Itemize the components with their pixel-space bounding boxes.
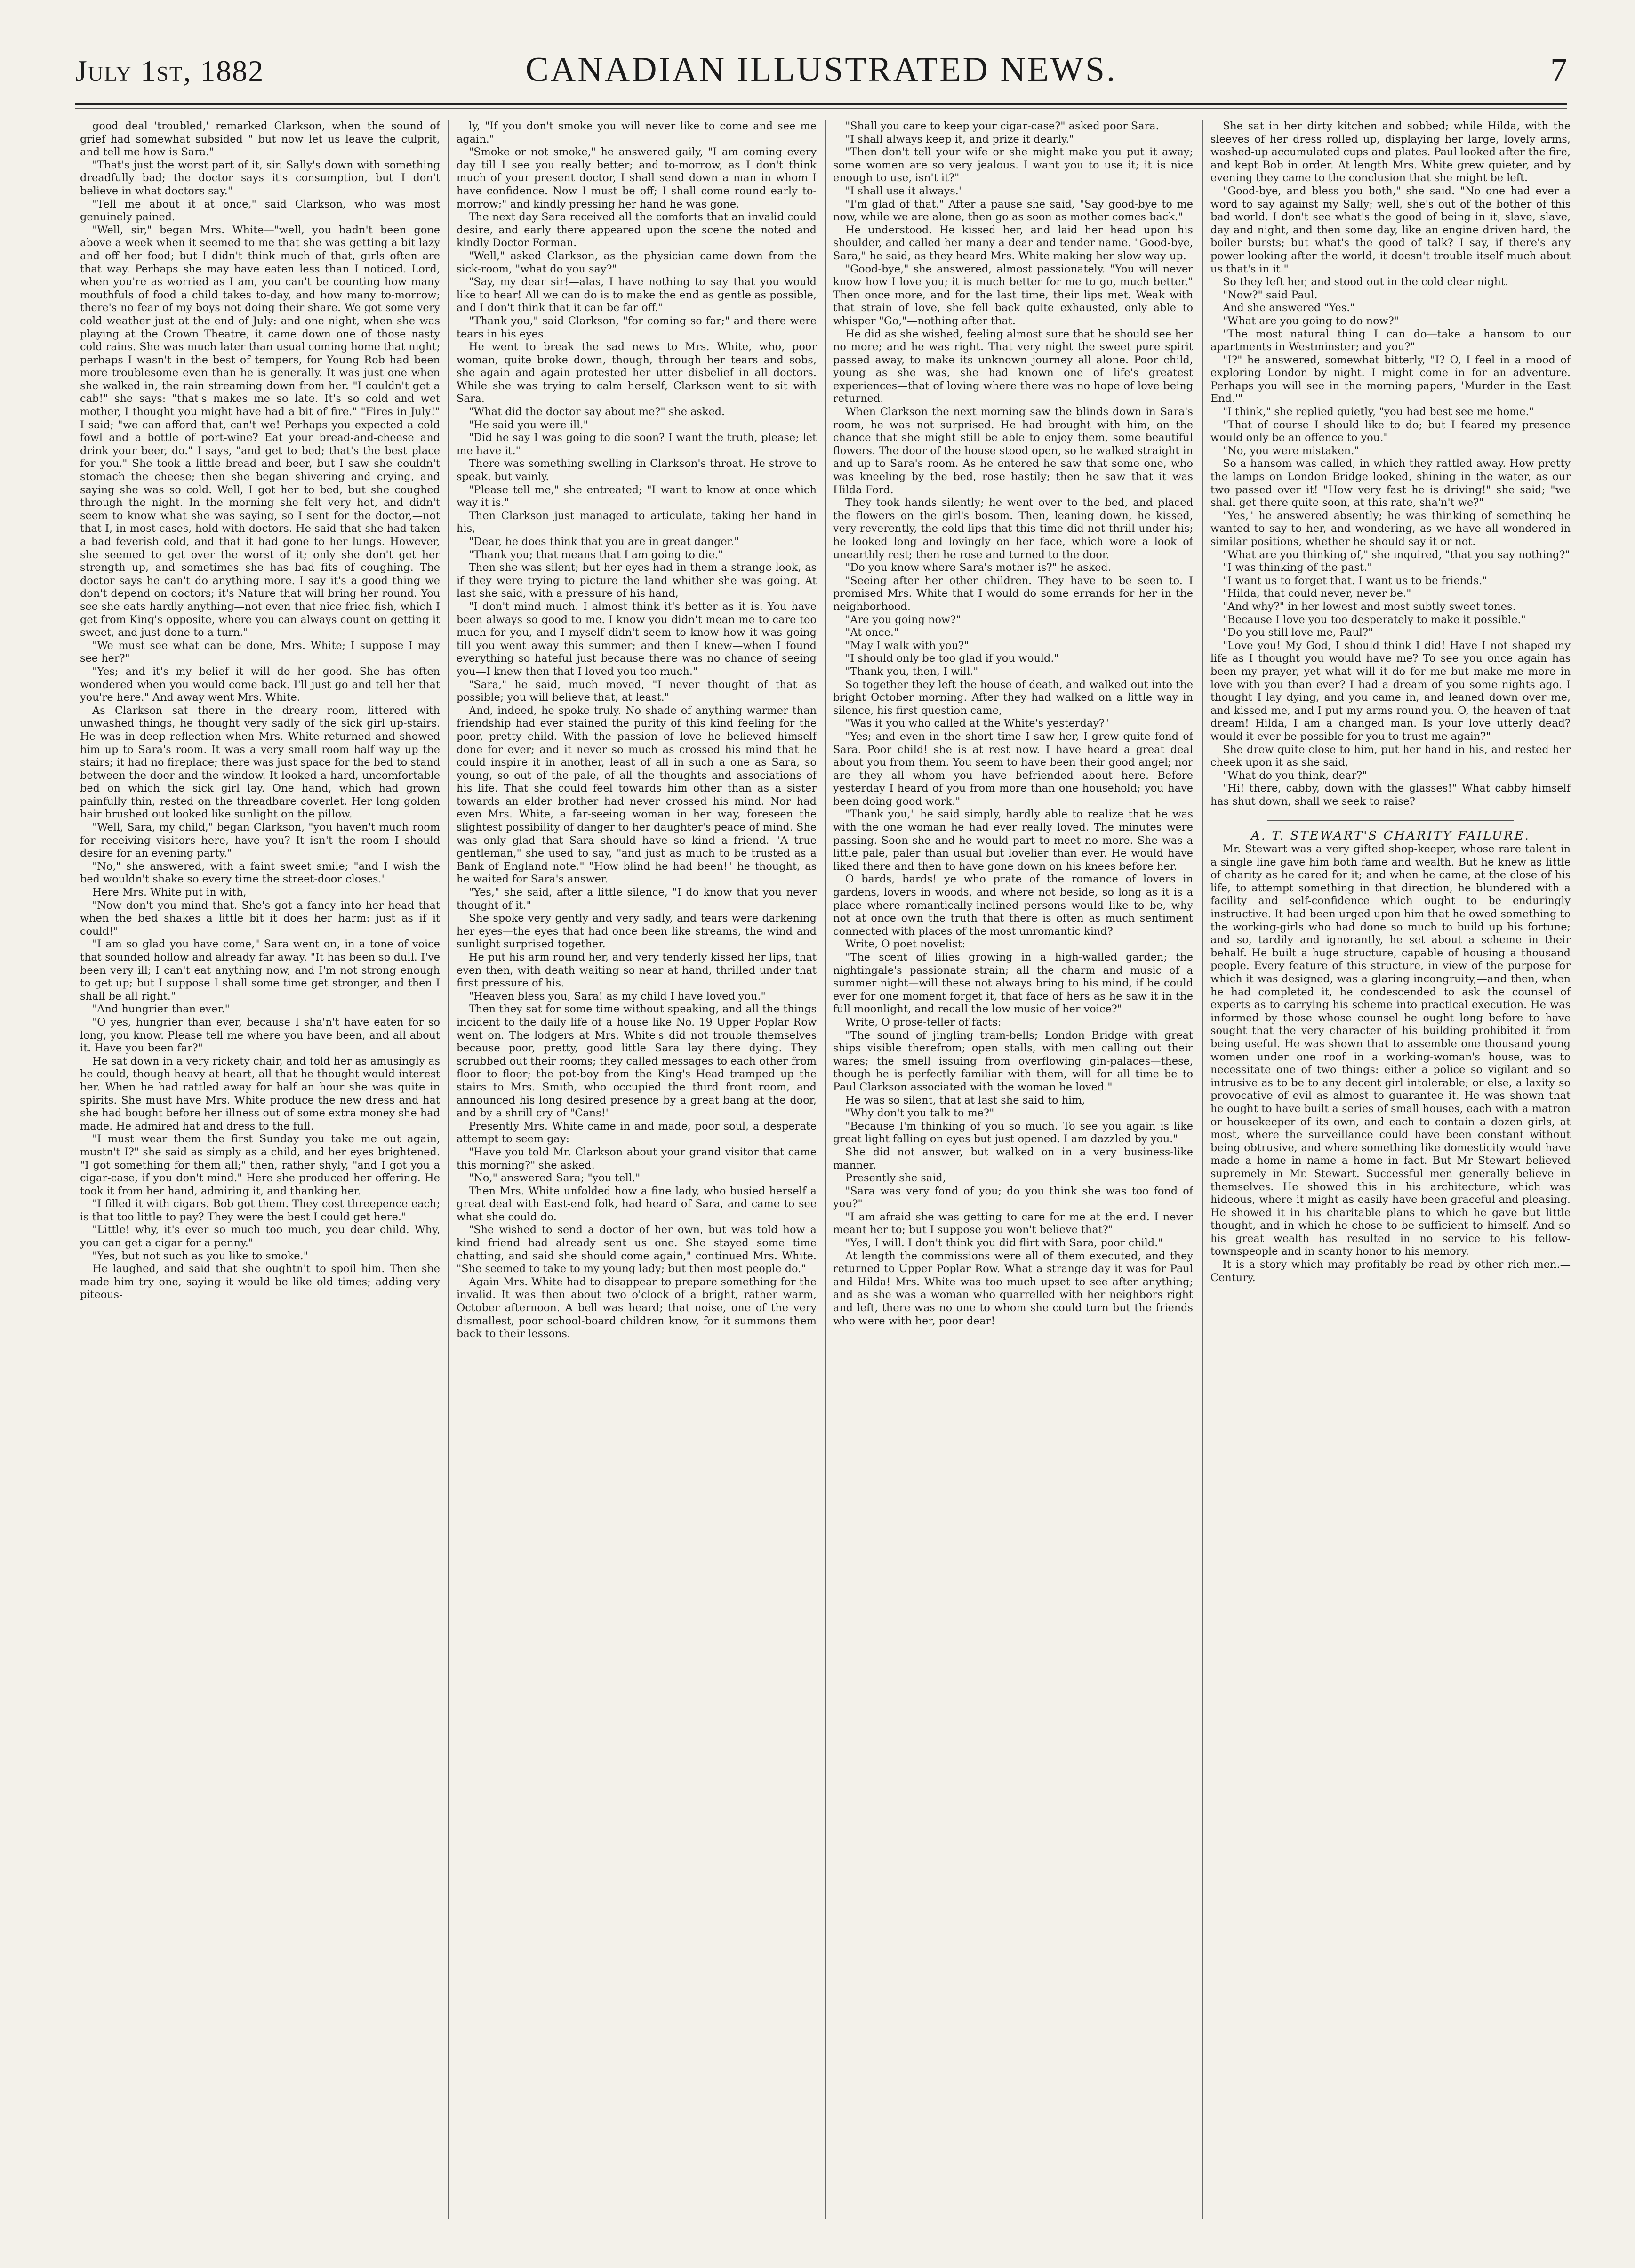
article-paragraph: "I am afraid she was getting to care for me at the end. I never meant her to; but I suppose you won't believe that?" xyxy=(833,1210,1193,1236)
article-paragraph: It is a story which may profitably be read by other rich men.—Century. xyxy=(1210,1258,1571,1284)
article-paragraph: She did not answer, but walked on in a very business-like manner. xyxy=(833,1146,1193,1171)
article-paragraph: Then Mrs. White unfolded how a fine lady, who busied herself a great deal with East-end folk, had heard of Sara, and came to see what she could do. xyxy=(457,1185,817,1223)
article-paragraph: "I must wear them the first Sunday you take me out again, mustn't I?" she said as simply as a child, and her eyes brightened. "I got something for them all;" then, rather shyly, "and I got you a cigar-case, if you don't mind." Here she produced her offering. He took it from her hand, admiring it, and thanking her. xyxy=(80,1133,440,1197)
article-paragraph: ly, "If you don't smoke you will never like to come and see me again." xyxy=(457,120,817,145)
article-paragraph: "Because I love you too desperately to make it possible." xyxy=(1223,613,1526,626)
article-paragraph: "I was thinking of the past." xyxy=(1223,561,1372,574)
article-paragraph: "And hungrier than ever." xyxy=(92,1003,230,1016)
article-paragraph: "The sound of jingling tram-bells; London Bridge with great ships visible therefrom; open stalls, with men calling out their wares; the smell issuing from overflowing gin-palaces—these, though he is perfectly familiar with them, will for all time be to Paul Clarkson associated with the woman he loved." xyxy=(833,1029,1193,1093)
article-paragraph: "Shall you care to keep your cigar-case?" asked poor Sara. xyxy=(845,120,1159,132)
article-paragraph: "I want us to forget that. I want us to be friends." xyxy=(1223,574,1487,587)
article-paragraph: "And why?" in her lowest and most subtly sweet tones. xyxy=(1223,600,1516,613)
article-paragraph: "Little! why, it's ever so much too much, you dear child. Why, you can get a cigar for a penny." xyxy=(80,1224,440,1250)
article-paragraph: "I shall always keep it, and prize it dearly." xyxy=(845,133,1074,145)
article-paragraph: Then she was silent; but her eyes had in them a strange look, as if they were trying to picture the land whither she was going. At last she said, with a pressure of his hand, xyxy=(457,561,817,600)
article-paragraph: He did as she wished, feeling almost sure that he should see her no more; and he was right. That very night the sweet pure spirit passed away, to make its unknown journey all alone. Poor child, young as she was, she had known one of life's greatest experiences—that of loving where there was no hope of love being returned. xyxy=(833,328,1193,405)
article-paragraph: "Did he say I was going to die soon? I want the truth, please; let me have it." xyxy=(457,432,817,457)
article-paragraph: "Was it you who called at the White's yesterday?" xyxy=(845,717,1110,730)
masthead-rule-thin xyxy=(75,108,1567,109)
article-paragraph: He laughed, and said that she oughtn't to spoil him. Then she made him try one, saying it would be like old times; adding very piteous- xyxy=(80,1263,440,1301)
article-paragraph: "Please tell me," she entreated; "I want to know at once which way it is." xyxy=(457,483,817,509)
article-paragraph: She drew quite close to him, put her hand in his, and rested her cheek upon it as she said, xyxy=(1210,743,1571,769)
article-paragraph: When Clarkson the next morning saw the blinds down in Sara's room, he was not surprised. He had brought with him, on the chance that she might still be able to enjoy them, some beautiful flowers. The door of the house stood open, so he walked straight in and up to Sara's room. As he entered he saw that some one, who was kneeling by the bed, rose hastily; then he saw that it was Hilda Ford. xyxy=(833,406,1193,496)
article-paragraph: good deal 'troubled,' remarked Clarkson, when the sound of grief had somewhat subsided " but now let us leave the culprit, and tell me how is Sara." xyxy=(80,120,440,159)
article-paragraph: "What are you thinking of," she inquired, "that you say nothing?" xyxy=(1223,548,1570,561)
article-paragraph: "I am so glad you have come," Sara went on, in a tone of voice that sounded hollow and already far away. "It has been so dull. I've been very ill; I can't eat anything now, and I'm not strong enough to get up; but I suppose I shall some time get stronger, and then I shall be all right." xyxy=(80,938,440,1002)
article-paragraph: "Well," asked Clarkson, as the physician came down from the sick-room, "what do you say?" xyxy=(457,249,817,275)
article-paragraph: "Thank you, then, I will." xyxy=(845,665,978,678)
article-paragraph: "What did the doctor say about me?" she asked. xyxy=(469,406,725,418)
newspaper-title: CANADIAN ILLUSTRATED NEWS. xyxy=(525,50,1117,89)
issue-date: July 1st, 1882 xyxy=(75,54,264,88)
article-paragraph: She sat in her dirty kitchen and sobbed; while Hilda, with the sleeves of her dress rolled up, displaying her large, lovely arms, washed-up accumulated cups and plates. Paul looked after the fire, and kept Bob in order. At length Mrs. White grew quieter, and by evening they came to the conclusion that she might be left. xyxy=(1210,120,1571,184)
article-paragraph: "Seeing after her other children. They have to be seen to. I promised Mrs. White that I would do some errands for her in the neighborhood. xyxy=(833,574,1193,613)
column-4 xyxy=(1210,120,1571,2219)
article-paragraph: They took hands silently; he went over to the bed, and placed the flowers on the girl's bosom. Then, leaning down, he kissed, very reverently, the cold lips that this time did not thrill under his; he looked long and lovingly on her face, which wore a look of unearthly rest; then he rose and turned to the door. xyxy=(833,497,1193,561)
article-paragraph: "May I walk with you?" xyxy=(845,639,969,652)
article-paragraph: "Do you still love me, Paul?" xyxy=(1223,626,1373,639)
masthead-rule xyxy=(75,103,1567,105)
article-paragraph: He sat down in a very rickety chair, and told her as amusingly as he could, though heavy at heart, all that he thought would interest her. When he had rattled away for half an hour she was quite in spirits. She must have Mrs. White produce the new dress and hat she had bought before her illness out of some extra money she had made. He admired hat and dress to the full. xyxy=(80,1055,440,1132)
article-paragraph: "I?" he answered, somewhat bitterly, "I? O, I feel in a mood of exploring London by night. I might come in for an adventure. Perhaps you will see in the morning papers, 'Murder in the East End.'" xyxy=(1210,353,1571,405)
article-paragraph: "Do you know where Sara's mother is?" he asked. xyxy=(845,561,1111,574)
article-paragraph: "I should only be too glad if you would." xyxy=(845,652,1059,665)
article-paragraph: "Thank you," said Clarkson, "for coming so far;" and there were tears in his eyes. xyxy=(457,314,817,340)
masthead xyxy=(75,47,1567,99)
article-paragraph: He went to break the sad news to Mrs. White, who, poor woman, quite broke down, though, through her tears and sobs, she again and again protested her utter disbelief in all doctors. While she was trying to calm herself, Clarkson went to sit with Sara. xyxy=(457,341,817,405)
article-paragraph: Mr. Stewart was a very gifted shop-keeper, whose rare talent in a single line gave him both fame and wealth. But he knew as little of charity as he cared for it; and when he came, at the close of his life, to attempt something in that direction, he blundered with a facility and self-confidence which ought to be enduringly instructive. It had been urged upon him that he owed something to the working-girls who had done so much to build up his fortune; and so, tardily and ignorantly, he set about a scheme in their behalf. He built a huge structure, capable of housing a thousand people. Every feature of this structure, in view of the purpose for which it was designed, was a glaring incongruity,—and then, when he had completed it, he condescended to ask the counsel of experts as to carrying his scheme into practical execution. He was informed by those whose counsel he ought long before to have sought that the very character of his building prohibited it from being useful. He was shown that to assemble one thousand young women under one roof in a working-woman's house, was to necessitate one of two things: either a police so vigilant and so intrusive as to be to any decent girl intolerable; or else, a laxity so provocative of evil as almost to guarantee it. He was shown that he ought to have built a series of small houses, each with a matron or housekeeper of its own, and each to contain a dozen girls, at most, where the surveillance could have been constant without being obtrusive, and where something like domesticity would have made a home in name a home in fact. But Mr Stewart believed supremely in Mr. Stewart. Successful men generally believe in themselves. He showed this in his architecture, which was hideous, where it might as easily have been graceful and pleasing. He showed it in his charitable plans to which he gave but little thought, and in which he chose to be sufficient to himself. And so his great wealth has resulted in no service to his fellow-townspeople and in scanty honor to his memory. xyxy=(1210,843,1571,1258)
article-paragraph: "Well, sir," began Mrs. White—"well, you hadn't been gone above a week when it seemed to me that she was getting a bit lazy and off her food; but I didn't think much of that, girls often are that way. Perhaps she may have eaten less than I noticed. Lord, when you're as worried as I am, you can't be counting how many mouthfuls of food a child takes to-day, and how many to-morrow; there's no fear of my boys not doing their share. We got some very cold weather just at the end of July: and one night, when she was playing at the Crown Theatre, it came down one of those nasty cold rains. She was much later than usual coming home that night; perhaps I wasn't in the best of tempers, for Young Rob had been more troublesome even than he is generally. It was just one when she walked in, the rain streaming down from her. "I couldn't get a cab!" she says: "that's makes me so late. It's so cold and wet mother, I thought you might have had a bit of fire." "Fires in July!" I said; "we can afford that, can't we! Perhaps you expected a cold fowl and a bottle of port-wine? Eat your bread-and-cheese and drink your beer, do." I says, "and get to bed; that's the best place for you." She took a little bread and beer, but I saw she couldn't stomach the cheese; then she began shivering and crying, and saying she was so cold. Well, I got her to bed, but she coughed through the night. In the morning she felt very hot, and didn't seem to know what she was saying, so I sent for the doctor,—not that I, in most cases, hold with doctors. He said that she had taken a bad feverish cold, and that it had gone to her lungs. However, she seemed to get over the worst of it; only she don't get her strength up, and sometimes she has bad fits of coughing. The doctor says he can't do anything more. I say it's a good thing we don't depend on doctors; it's Nature that will bring her round. You see she eats hardly anything—not even that nice fried fish, which I get from King's opposite, where you can always count on getting it sweet, and just done to a turn." xyxy=(80,224,440,639)
article-paragraph: "Sara," he said, much moved, "I never thought of that as possible; you will believe that, at least." xyxy=(457,678,817,704)
article-paragraph: "I shall use it always." xyxy=(845,184,964,197)
column-divider xyxy=(1202,120,1203,2219)
article-paragraph: Presently Mrs. White came in and made, poor soul, a desperate attempt to seem gay: xyxy=(457,1120,817,1146)
article-paragraph: As Clarkson sat there in the dreary room, littered with unwashed things, he thought very sadly of the sick girl up-stairs. He was in deep reflection when Mrs. White returned and showed him up to Sara's room. It was a very small room half way up the stairs; it had no fireplace; there was just space for the bed to stand between the door and the window. It looked a hard, uncomfortable bed on which the sick girl lay. One hand, which had grown painfully thin, rested on the threadbare coverlet. Her long golden hair brushed out looked like sunlight on the pillow. xyxy=(80,704,440,821)
article-paragraph: "What do you think, dear?" xyxy=(1223,769,1367,782)
article-paragraph: He put his arm round her, and very tenderly kissed her lips, that even then, with death waiting so near at hand, thrilled under that first pressure of his. xyxy=(457,951,817,990)
article-paragraph: "The most natural thing I can do—take a hansom to our apartments in Westminster; and you?" xyxy=(1210,328,1571,353)
article-paragraph: There was something swelling in Clarkson's throat. He strove to speak, but vainly. xyxy=(457,457,817,483)
article-paragraph: "That of course I should like to do; but I feared my presence would only be an offence to you." xyxy=(1210,418,1571,444)
article-paragraph: Here Mrs. White put in with, xyxy=(92,886,247,899)
article-paragraph: "Hilda, that could never, never be." xyxy=(1223,587,1411,600)
article-paragraph: "Thank you," he said simply, hardly able to realize that he was with the one woman he had ever really loved. The minutes were passing. Soon she and he would part to meet no more. She was a little pale, paler than usual but lovelier than ever. He would have liked there and then to have gone down on his knees before her. xyxy=(833,808,1193,873)
article-paragraph: "Now?" said Paul. xyxy=(1223,289,1318,301)
column-3 xyxy=(833,120,1193,2219)
article-paragraph: "What are you going to do now?" xyxy=(1223,314,1399,327)
article-paragraph: "Why don't you talk to me?" xyxy=(845,1107,994,1120)
column-divider xyxy=(448,120,449,2219)
article-paragraph: "I don't mind much. I almost think it's better as it is. You have been always so good to me. I know you didn't mean me to care too much for you, and I myself didn't seem to know how it was going till you went away this summer; and then I knew—when I found everything so hateful just because there was no chance of seeing you—I knew then that I loved you too much." xyxy=(457,600,817,678)
article-paragraph: "Yes; and even in the short time I saw her, I grew quite fond of Sara. Poor child! she is at rest now. I have heard a great deal about you from them. You seem to have been their good angel; nor are they all whom you have befriended about here. Before yesterday I heard of you from more than one household; you have been doing good work." xyxy=(833,730,1193,808)
article-paragraph: "Heaven bless you, Sara! as my child I have loved you." xyxy=(469,990,766,1002)
article-paragraph: And she answered "Yes." xyxy=(1223,302,1355,314)
article-paragraph: He was so silent, that at last she said to him, xyxy=(845,1094,1085,1106)
article-paragraph: The next day Sara received all the comforts that an invalid could desire, and early there appeared upon the scene the noted and kindly Doctor Forman. xyxy=(457,211,817,249)
article-paragraph: "She wished to send a doctor of her own, but was told how a kind friend had already sent us one. She stayed some time chatting, and said she should come again," continued Mrs. White. "She seemed to take to my young lady; but then most people do." xyxy=(457,1224,817,1275)
article-paragraph: "No, you were mistaken." xyxy=(1223,444,1359,457)
article-paragraph: "At once." xyxy=(845,626,899,639)
article-paragraph: "Then don't tell your wife or she might make you put it away; some women are so very jealous. I want you to use it; it is nice enough to use, isn't it?" xyxy=(833,146,1193,184)
article-paragraph: So they left her, and stood out in the cold clear night. xyxy=(1223,276,1509,289)
article-paragraph: Presently she said, xyxy=(845,1172,946,1185)
article-paragraph: "Yes, but not such as you like to smoke." xyxy=(92,1250,308,1262)
article-paragraph: "I think," she replied quietly, "you had best see me home." xyxy=(1223,406,1534,418)
article-paragraph: "No," she answered, with a faint sweet smile; "and I wish the bed wouldn't shake so every time the street-door closes." xyxy=(80,860,440,886)
article-paragraph: "Say, my dear sir!—alas, I have nothing to say that you would like to hear! All we can do is to make the end as gentle as possible, and I don't think that it can be far off." xyxy=(457,276,817,314)
article-paragraph: So together they left the house of death, and walked out into the bright October morning. After they had walked on a little way in silence, his first question came, xyxy=(833,678,1193,717)
article-paragraph: "O yes, hungrier than ever, because I sha'n't have eaten for so long, you know. Please tell me where you have been, and all about it. Have you been far?" xyxy=(80,1016,440,1055)
article-paragraph: "Yes," he answered absently; he was thinking of something he wanted to say to her, and wondering, as we have all wondered in similar positions, whether he should say it or not. xyxy=(1210,509,1571,548)
article-paragraph: "We must see what can be done, Mrs. White; I suppose I may see her?" xyxy=(80,639,440,665)
article-paragraph: She spoke very gently and very sadly, and tears were darkening her eyes—the eyes that had once been like streams, the wind and sunlight surprised together. xyxy=(457,912,817,951)
article-paragraph: "Dear, he does think that you are in great danger." xyxy=(469,536,739,548)
article-heading: A. T. STEWART'S CHARITY FAILURE. xyxy=(1251,829,1530,843)
article-paragraph: Then Clarkson just managed to articulate, taking her hand in his, xyxy=(457,509,817,535)
article-paragraph: "Yes, I will. I don't think you did flirt with Sara, poor child." xyxy=(845,1237,1163,1250)
column-divider xyxy=(825,120,826,2219)
column-2 xyxy=(457,120,817,2219)
article-paragraph: "Good-bye, and bless you both," she said. "No one had ever a word to say against my Sally; well, she's out of the bother of this bad world. I don't see what's the good of being in it, slave, slave, day and night, and then some day, like an engine driven hard, the boiler bursts; but what's the good of talk? I say, if there's any power looking after the world, it doesn't trouble itself much about us that's in it." xyxy=(1210,184,1571,275)
article-paragraph: "Are you going now?" xyxy=(845,613,961,626)
article-paragraph: Then they sat for some time without speaking, and all the things incident to the daily life of a house like No. 19 Upper Poplar Row went on. The lodgers at Mrs. White's did not trouble themselves because poor, pretty, good little Sara lay there dying. They scrubbed out their rooms; they called messages to each other from floor to floor; the pot-boy from the King's Head tramped up the stairs to Mrs. Smith, who occupied the third front room, and announced his long desired presence by a great bang at the door, and by a shrill cry of "Cans!" xyxy=(457,1003,817,1120)
article-paragraph: So a hansom was called, in which they rattled away. How pretty the lamps on London Bridge looked, shining in the water, as our two passed over it! "How very fast he is driving!" she said; "we shall get there quite soon, at this rate, sha'n't we?" xyxy=(1210,457,1571,509)
article-paragraph: He understood. He kissed her, and laid her head upon his shoulder, and called her many a dear and tender name. "Good-bye, Sara," he said, as they heard Mrs. White making her slow way up. xyxy=(833,224,1193,262)
article-paragraph: "Smoke or not smoke," he answered gaily, "I am coming every day till I see you really better; and to-morrow, as I don't think much of your present doctor, I shall send down a man in whom I have confidence. Now I must be off; I shall come round early to-morrow;" and kindly pressing her hand he was gone. xyxy=(457,146,817,210)
article-paragraph: "Because I'm thinking of you so much. To see you again is like great light falling on eyes but just opened. I am dazzled by you." xyxy=(833,1120,1193,1146)
article-paragraph: Write, O prose-teller of facts: xyxy=(845,1016,1002,1028)
section-divider xyxy=(1267,820,1514,821)
article-paragraph: Again Mrs. White had to disappear to prepare something for the invalid. It was then about two o'clock of a bright, rather warm, October afternoon. A bell was heard; that noise, one of the very dismallest, poor school-board children know, for it summons them back to their lessons. xyxy=(457,1275,817,1340)
article-paragraph: "Good-bye," she answered, almost passionately. "You will never know how I love you; it is much better for me to go, much better." Then once more, and for the last time, their lips met. Weak with that strain of love, she fell back quite exhausted, only able to whisper "Go,"—nothing after that. xyxy=(833,263,1193,327)
column-1 xyxy=(80,120,440,2219)
article-paragraph: "Love you! My God, I should think I did! Have I not shaped my life as I thought you would have me? To see you once again has been my prayer, yet what will it do for me but make me more in love with you than ever? I had a dream of you some nights ago. I thought I lay dying, and you came in, and leaned down over me, and kissed me, and I put my arms round you. O, the heaven of that dream! Hilda, I am a changed man. Is your love utterly dead? would it ever be possible for you to trust me again?" xyxy=(1210,639,1571,743)
article-paragraph: "No," answered Sara; "you tell." xyxy=(469,1172,641,1185)
article-paragraph: "He said you were ill." xyxy=(469,418,588,431)
article-paragraph: "Hi! there, cabby, down with the glasses!" What cabby himself has shut down, shall we seek to raise? xyxy=(1210,782,1571,808)
article-paragraph: At length the commissions were all of them executed, and they returned to Upper Poplar Row. What a strange day it was for Paul and Hilda! Mrs. White was too much upset to see after anything; and as she was a woman who quarrelled with her neighbors right and left, there was no one to whom she could turn but the friends who were with her, poor dear! xyxy=(833,1250,1193,1327)
article-paragraph: Write, O poet novelist: xyxy=(845,938,966,951)
article-paragraph: "Thank you; that means that I am going to die." xyxy=(469,548,723,561)
article-paragraph: "The scent of lilies growing in a high-walled garden; the nightingale's passionate strain; all the charm and music of a summer night—will these not always bring to his mind, if he could ever for one moment forget it, that face of hers as he saw it in the full moonlight, and recall the low music of her voice?" xyxy=(833,951,1193,1016)
article-paragraph: O bards, bards! ye who prate of the romance of lovers in gardens, lovers in woods, and where not beside, so long as it is a place where romantically-inclined persons would like to be, why not at once own the truth that there is often as much sentiment connected with places of the most unromantic kind? xyxy=(833,873,1193,938)
article-paragraph: "Yes," she said, after a little silence, "I do know that you never thought of it." xyxy=(457,886,817,912)
article-paragraph: "I filled it with cigars. Bob got them. They cost threepence each; is that too little to pay? They were the best I could get here." xyxy=(80,1198,440,1223)
article-paragraph: "I'm glad of that." After a pause she said, "Say good-bye to me now, while we are alone, then go as soon as mother comes back." xyxy=(833,198,1193,224)
page-number: 7 xyxy=(1550,51,1567,89)
article-paragraph: "Have you told Mr. Clarkson about your grand visitor that came this morning?" she asked. xyxy=(457,1146,817,1171)
article-paragraph: "Well, Sara, my child," began Clarkson, "you haven't much room for receiving visitors here, have you? It isn't the room I should desire for an evening party." xyxy=(80,821,440,860)
article-paragraph: And, indeed, he spoke truly. No shade of anything warmer than friendship had ever stained the purity of this kind feeling for the poor, pretty child. With the passion of love he believed himself done for ever; and it never so much as crossed his mind that he could inspire it in another, least of all in such a one as Sara, so young, so out of the pale, of all the thoughts and associations of his life. That she could feel towards him other than as a sister towards an elder brother had never crossed his mind. Nor had even Mrs. White, a far-seeing woman in her way, foreseen the slightest possibility of danger to her daughter's peace of mind. She was only glad that Sara should have so kind a friend. "A true gentleman," she used to say, "and just as much to be trusted as a Bank of England note." "How blind he had been!" he thought, as he waited for Sara's answer. xyxy=(457,704,817,886)
article-paragraph: "Now don't you mind that. She's got a fancy into her head that when the bed shakes a little bit it does her harm: just as if it could!" xyxy=(80,899,440,938)
article-paragraph: "That's just the worst part of it, sir. Sally's down with something dreadfully bad; the doctor says it's consumption, but I don't believe in what doctors say." xyxy=(80,159,440,197)
article-paragraph: "Yes; and it's my belief it will do her good. She has often wondered when you would come back. I'll just go and tell her that you're here." And away went Mrs. White. xyxy=(80,665,440,704)
article-paragraph: "Tell me about it at once," said Clarkson, who was most genuinely pained. xyxy=(80,198,440,224)
article-paragraph: "Sara was very fond of you; do you think she was too fond of you?" xyxy=(833,1185,1193,1210)
